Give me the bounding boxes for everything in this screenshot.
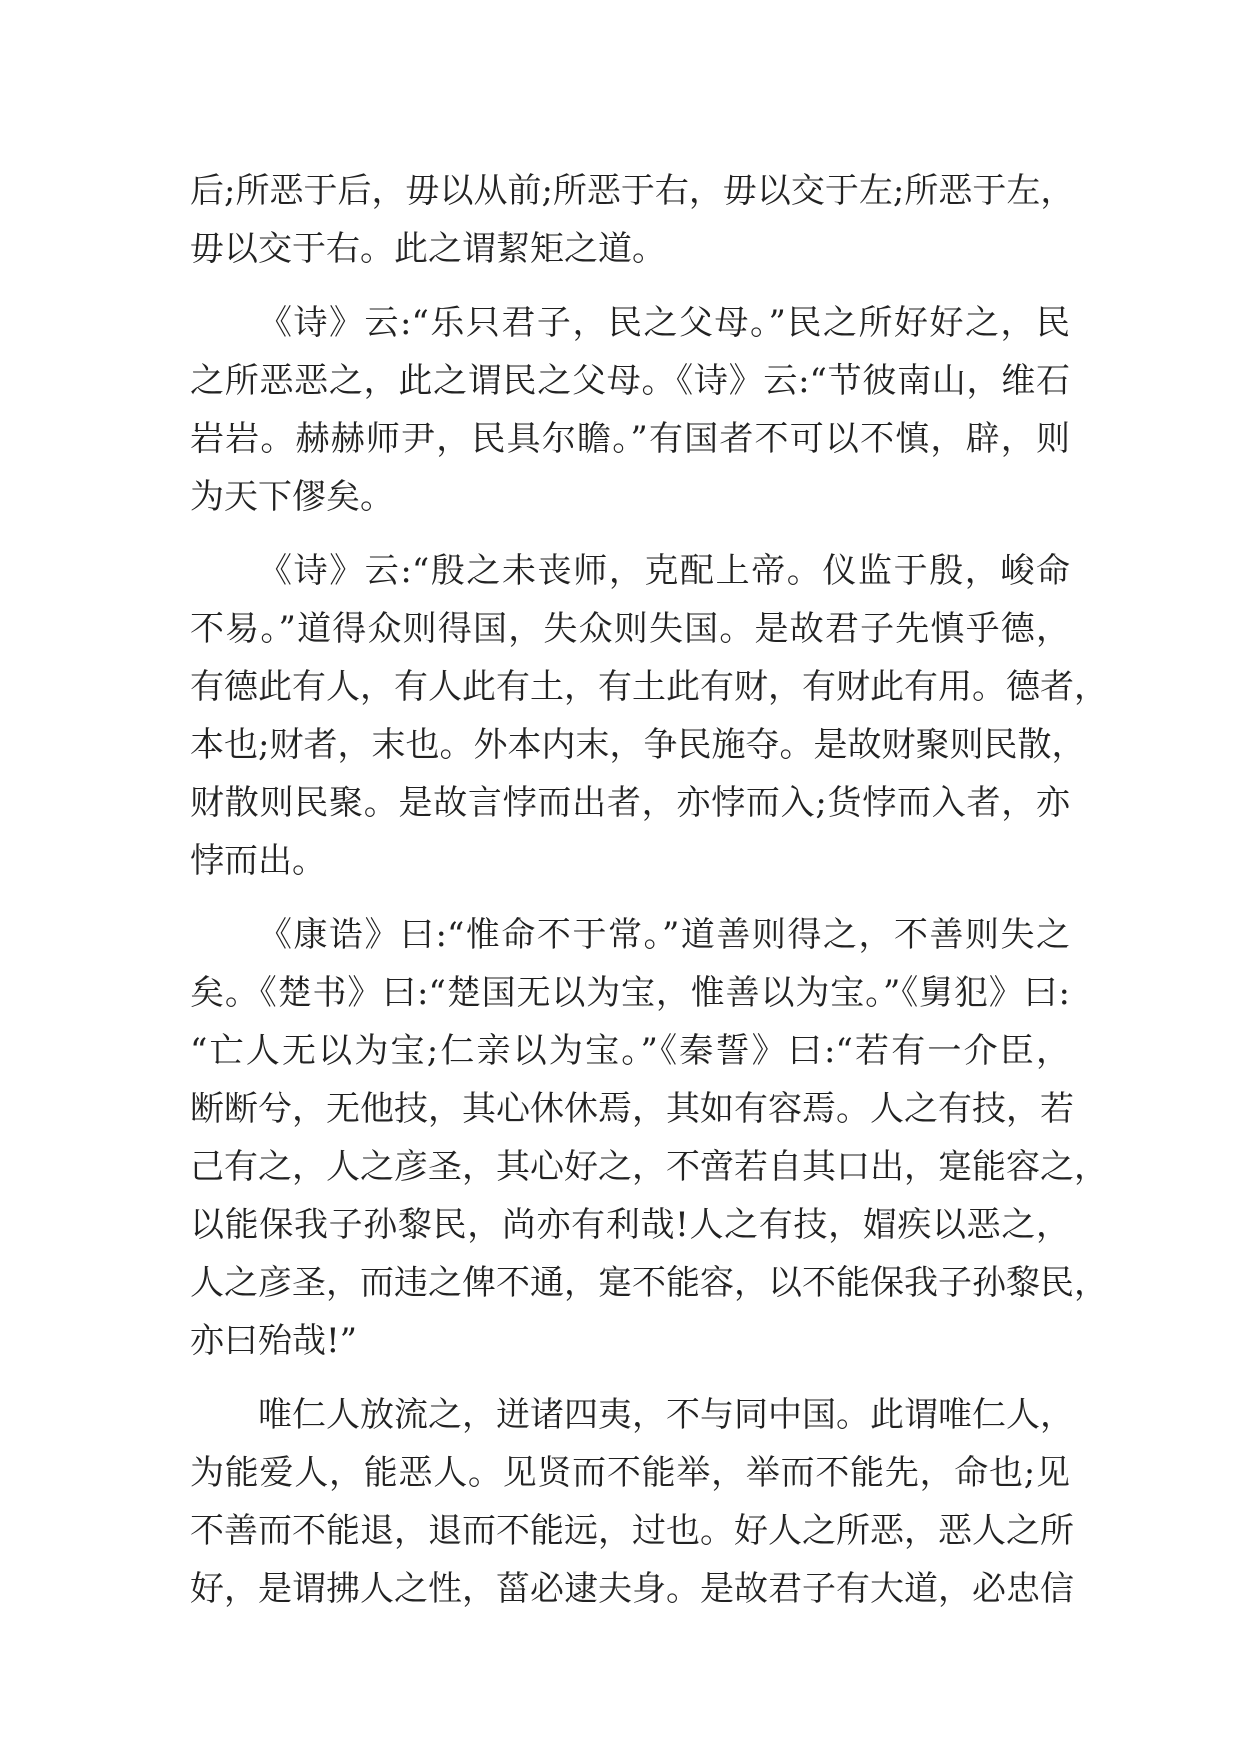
text-line: 不善而不能退，退而不能远，过也。好人之所恶，恶人之所 — [190, 1511, 1074, 1551]
text-line: 以能保我子孙黎民，尚亦有利哉!人之有技，媢疾以恶之， — [190, 1205, 1070, 1245]
text-line: 《诗》云:“殷之未丧师，克配上帝。仪监于殷，峻命 — [258, 551, 1070, 591]
paragraph — [190, 162, 1075, 278]
text-line: 毋以交于右。此之谓絜矩之道。 — [190, 229, 666, 269]
text-line: 唯仁人放流之，迸诸四夷，不与同中国。此谓唯仁人， — [258, 1395, 1074, 1435]
text-line: 为能爱人，能恶人。见贤而不能举，举而不能先，命也;见 — [190, 1453, 1070, 1493]
text-line: 有德此有人，有人此有土，有土此有财，有财此有用。德者， — [190, 667, 1108, 707]
text-line: 己有之，人之彦圣，其心好之，不啻若自其口出，寔能容之， — [190, 1147, 1108, 1187]
text-line: 人之彦圣，而违之俾不通，寔不能容，以不能保我子孙黎民， — [190, 1263, 1108, 1303]
text-line: “亡人无以为宝;仁亲以为宝。”《秦誓》曰:“若有一介臣， — [190, 1031, 1070, 1071]
text-line: 悖而出。 — [190, 841, 326, 881]
text-line: 岩岩。赫赫师尹，民具尔瞻。”有国者不可以不慎，辟，则 — [190, 419, 1070, 459]
text-line: 断断兮，无他技，其心休休焉，其如有容焉。人之有技，若 — [190, 1089, 1074, 1129]
paragraph — [190, 906, 1108, 1370]
paragraph — [190, 542, 1108, 890]
text-line: 后;所恶于后，毋以从前;所恶于右，毋以交于左;所恶于左， — [190, 171, 1075, 211]
body-text — [190, 162, 1108, 1634]
text-line: 《康诰》曰:“惟命不于常。”道善则得之，不善则失之 — [258, 915, 1070, 955]
text-line: 好，是谓拂人之性，菑必逮夫身。是故君子有大道，必忠信 — [190, 1569, 1074, 1609]
paragraph — [190, 294, 1070, 526]
text-line: 本也;财者，末也。外本内末，争民施夺。是故财聚则民散， — [190, 725, 1086, 765]
text-line: 《诗》云:“乐只君子，民之父母。”民之所好好之，民 — [258, 303, 1070, 343]
text-line: 亦曰殆哉!” — [190, 1321, 358, 1361]
text-line: 为天下僇矣。 — [190, 477, 394, 517]
text-line: 不易。”道得众则得国，失众则失国。是故君子先慎乎德， — [190, 609, 1070, 649]
text-line: 之所恶恶之，此之谓民之父母。《诗》云:“节彼南山，维石 — [190, 361, 1070, 401]
paragraph — [190, 1386, 1074, 1618]
text-line: 矣。《楚书》曰:“楚国无以为宝，惟善以为宝。”《舅犯》曰: — [190, 973, 1070, 1013]
text-line: 财散则民聚。是故言悖而出者，亦悖而入;货悖而入者，亦 — [190, 783, 1070, 823]
